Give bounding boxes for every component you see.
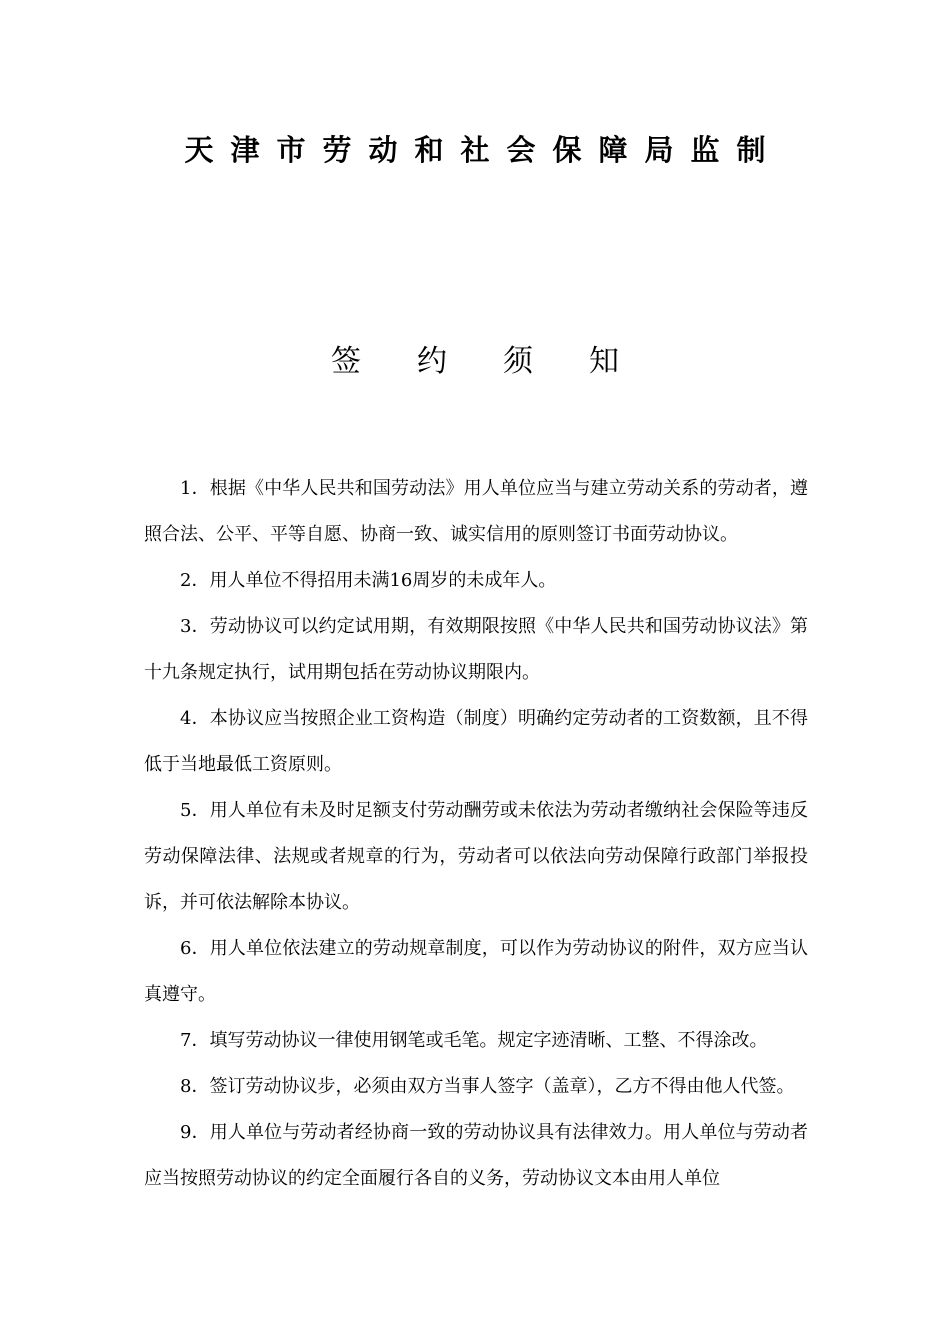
notice-item-8: 8．签订劳动协议步，必须由双方当事人签字（盖章），乙方不得由他人代签。 — [180, 1076, 795, 1097]
issuer-line: 天津市劳动和社会保障局监制 — [184, 133, 783, 167]
notice-item-9: 9．用人单位与劳动者经协商一致的劳动协议具有法律效力。用人单位与劳动者应当按照劳动协议的约定全面履行各自的义务，劳动协议文本由用人单位 — [144, 1122, 808, 1189]
notice-item-7: 7．填写劳动协议一律使用钢笔或毛笔。规定字迹清晰、工整、不得涂改。 — [180, 1030, 768, 1051]
notice-item-2: 2．用人单位不得招用未满16周岁的未成年人。 — [180, 570, 557, 591]
notice-item-3: 3．劳动协议可以约定试用期，有效期限按照《中华人民共和国劳动协议法》第十九条规定执行，试用期包括在劳动协议期限内。 — [144, 616, 808, 683]
notice-item-5: 5．用人单位有未及时足额支付劳动酬劳或未依法为劳动者缴纳社会保险等违反劳动保障法律、法规或者规章的行为，劳动者可以依法向劳动保障行政部门举报投诉，并可依法解除本协议。 — [144, 800, 808, 913]
notice-item-6: 6．用人单位依法建立的劳动规章制度，可以作为劳动协议的附件，双方应当认真遵守。 — [144, 938, 808, 1005]
notice-item-4: 4．本协议应当按照企业工资构造（制度）明确约定劳动者的工资数额，且不得低于当地最低工资原则。 — [144, 708, 808, 775]
notice-body — [144, 466, 808, 1202]
document-heading: 签约须知 — [331, 344, 675, 379]
notice-item-1: 1．根据《中华人民共和国劳动法》用人单位应当与建立劳动关系的劳动者，遵照合法、公平、平等自愿、协商一致、诚实信用的原则签订书面劳动协议。 — [144, 478, 808, 545]
